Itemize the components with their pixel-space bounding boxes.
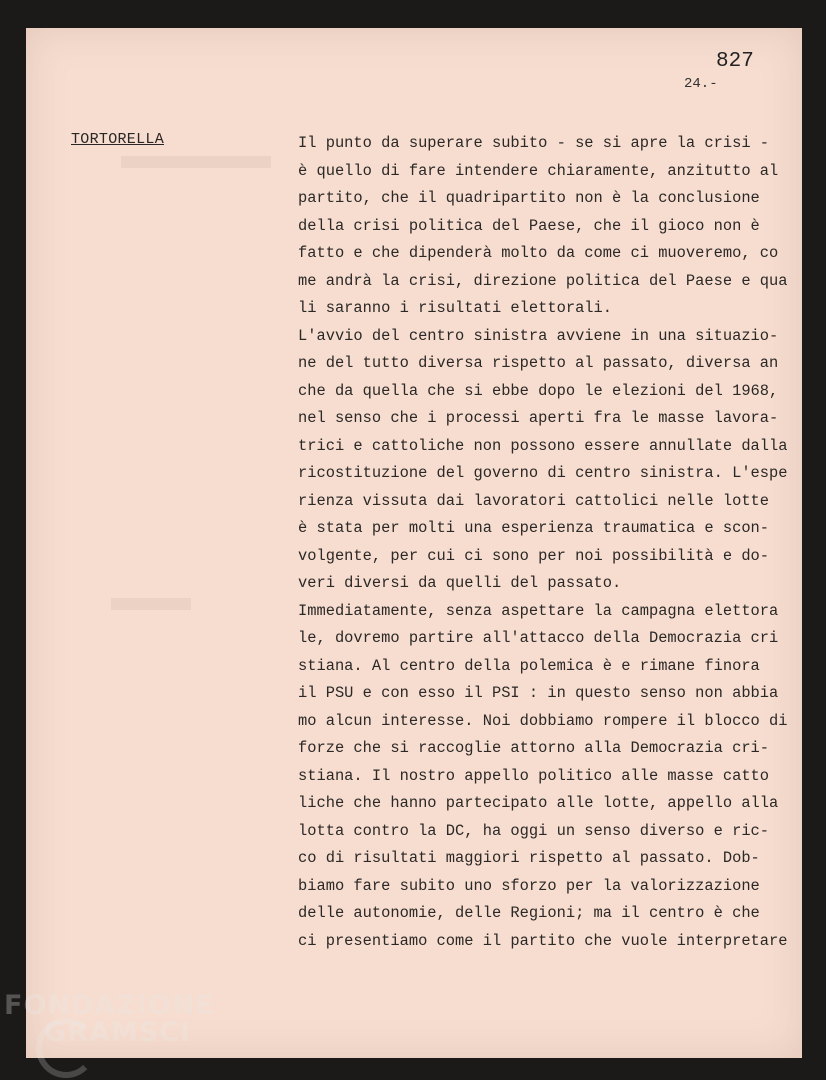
text-line: le, dovremo partire all'attacco della Democrazia cri [298, 629, 779, 647]
text-line: trici e cattoliche non possono essere annullate dalla [298, 436, 788, 455]
speaker-name: TORTORELLA [71, 131, 165, 148]
text-line: lotta contro la DC, ha oggi un senso diverso e ric- [298, 821, 770, 840]
text-line: L'avvio del centro sinistra avviene in una situazio- [298, 326, 779, 345]
text-line: il PSU e con esso il PSI : in questo senso non abbia [298, 684, 779, 702]
speech-text [298, 130, 798, 955]
text-line: è stata per molti una esperienza traumatica e scon- [298, 519, 770, 537]
text-line: stiana. Il nostro appello politico alle masse catto [298, 766, 770, 785]
page-number: 827 [716, 50, 754, 73]
watermark [4, 990, 215, 1048]
text-line: Il punto da superare subito - se si apre la crisi - [298, 134, 770, 152]
show-through-mark [111, 598, 191, 610]
text-line: ci presentiamo come il partito che vuole interpretare [298, 931, 788, 950]
watermark-line-1: FONDAZIONE [4, 990, 215, 1021]
text-line: è quello di fare intendere chiaramente, anzitutto al [298, 161, 779, 180]
sheet-counter: 24.- [684, 76, 718, 92]
text-line: fatto e che dipenderà molto da come ci muoveremo, co [298, 244, 779, 262]
text-line: liche che hanno partecipato alle lotte, appello alla [298, 794, 779, 812]
text-line: Immediatamente, senza aspettare la campagna elettora [298, 601, 779, 620]
text-line: volgente, per cui ci sono per noi possibilità e do- [298, 546, 770, 565]
text-line: rienza vissuta dai lavoratori cattolici nelle lotte [298, 491, 770, 510]
text-line: delle autonomie, delle Regioni; ma il centro è che [298, 904, 760, 922]
watermark-line-2: GRAMSCI [44, 1017, 192, 1048]
text-line: stiana. Al centro della polemica è e rimane finora [298, 656, 760, 675]
document-page [26, 28, 802, 1058]
show-through-mark [121, 156, 271, 168]
text-line: forze che si raccoglie attorno alla Democrazia cri- [298, 739, 770, 757]
text-line: che da quella che si ebbe dopo le elezioni del 1968, [298, 381, 779, 400]
text-line: li saranno i risultati elettorali. [298, 299, 613, 317]
text-line: veri diversi da quelli del passato. [298, 574, 622, 592]
text-line: nel senso che i processi aperti fra le masse lavora- [298, 409, 779, 427]
text-line: co di risultati maggiori rispetto al passato. Dob- [298, 849, 760, 867]
text-line: della crisi politica del Paese, che il gioco non è [298, 216, 760, 235]
text-line: mo alcun interesse. Noi dobbiamo rompere il blocco di [298, 711, 788, 730]
text-line: partito, che il quadripartito non è la conclusione [298, 189, 760, 207]
text-line: me andrà la crisi, direzione politica del Paese e qua [298, 271, 788, 290]
text-line: ne del tutto diversa rispetto al passato, diversa an [298, 354, 779, 372]
text-line: ricostituzione del governo di centro sinistra. L'espe [298, 464, 788, 482]
text-line: biamo fare subito uno sforzo per la valorizzazione [298, 876, 760, 895]
